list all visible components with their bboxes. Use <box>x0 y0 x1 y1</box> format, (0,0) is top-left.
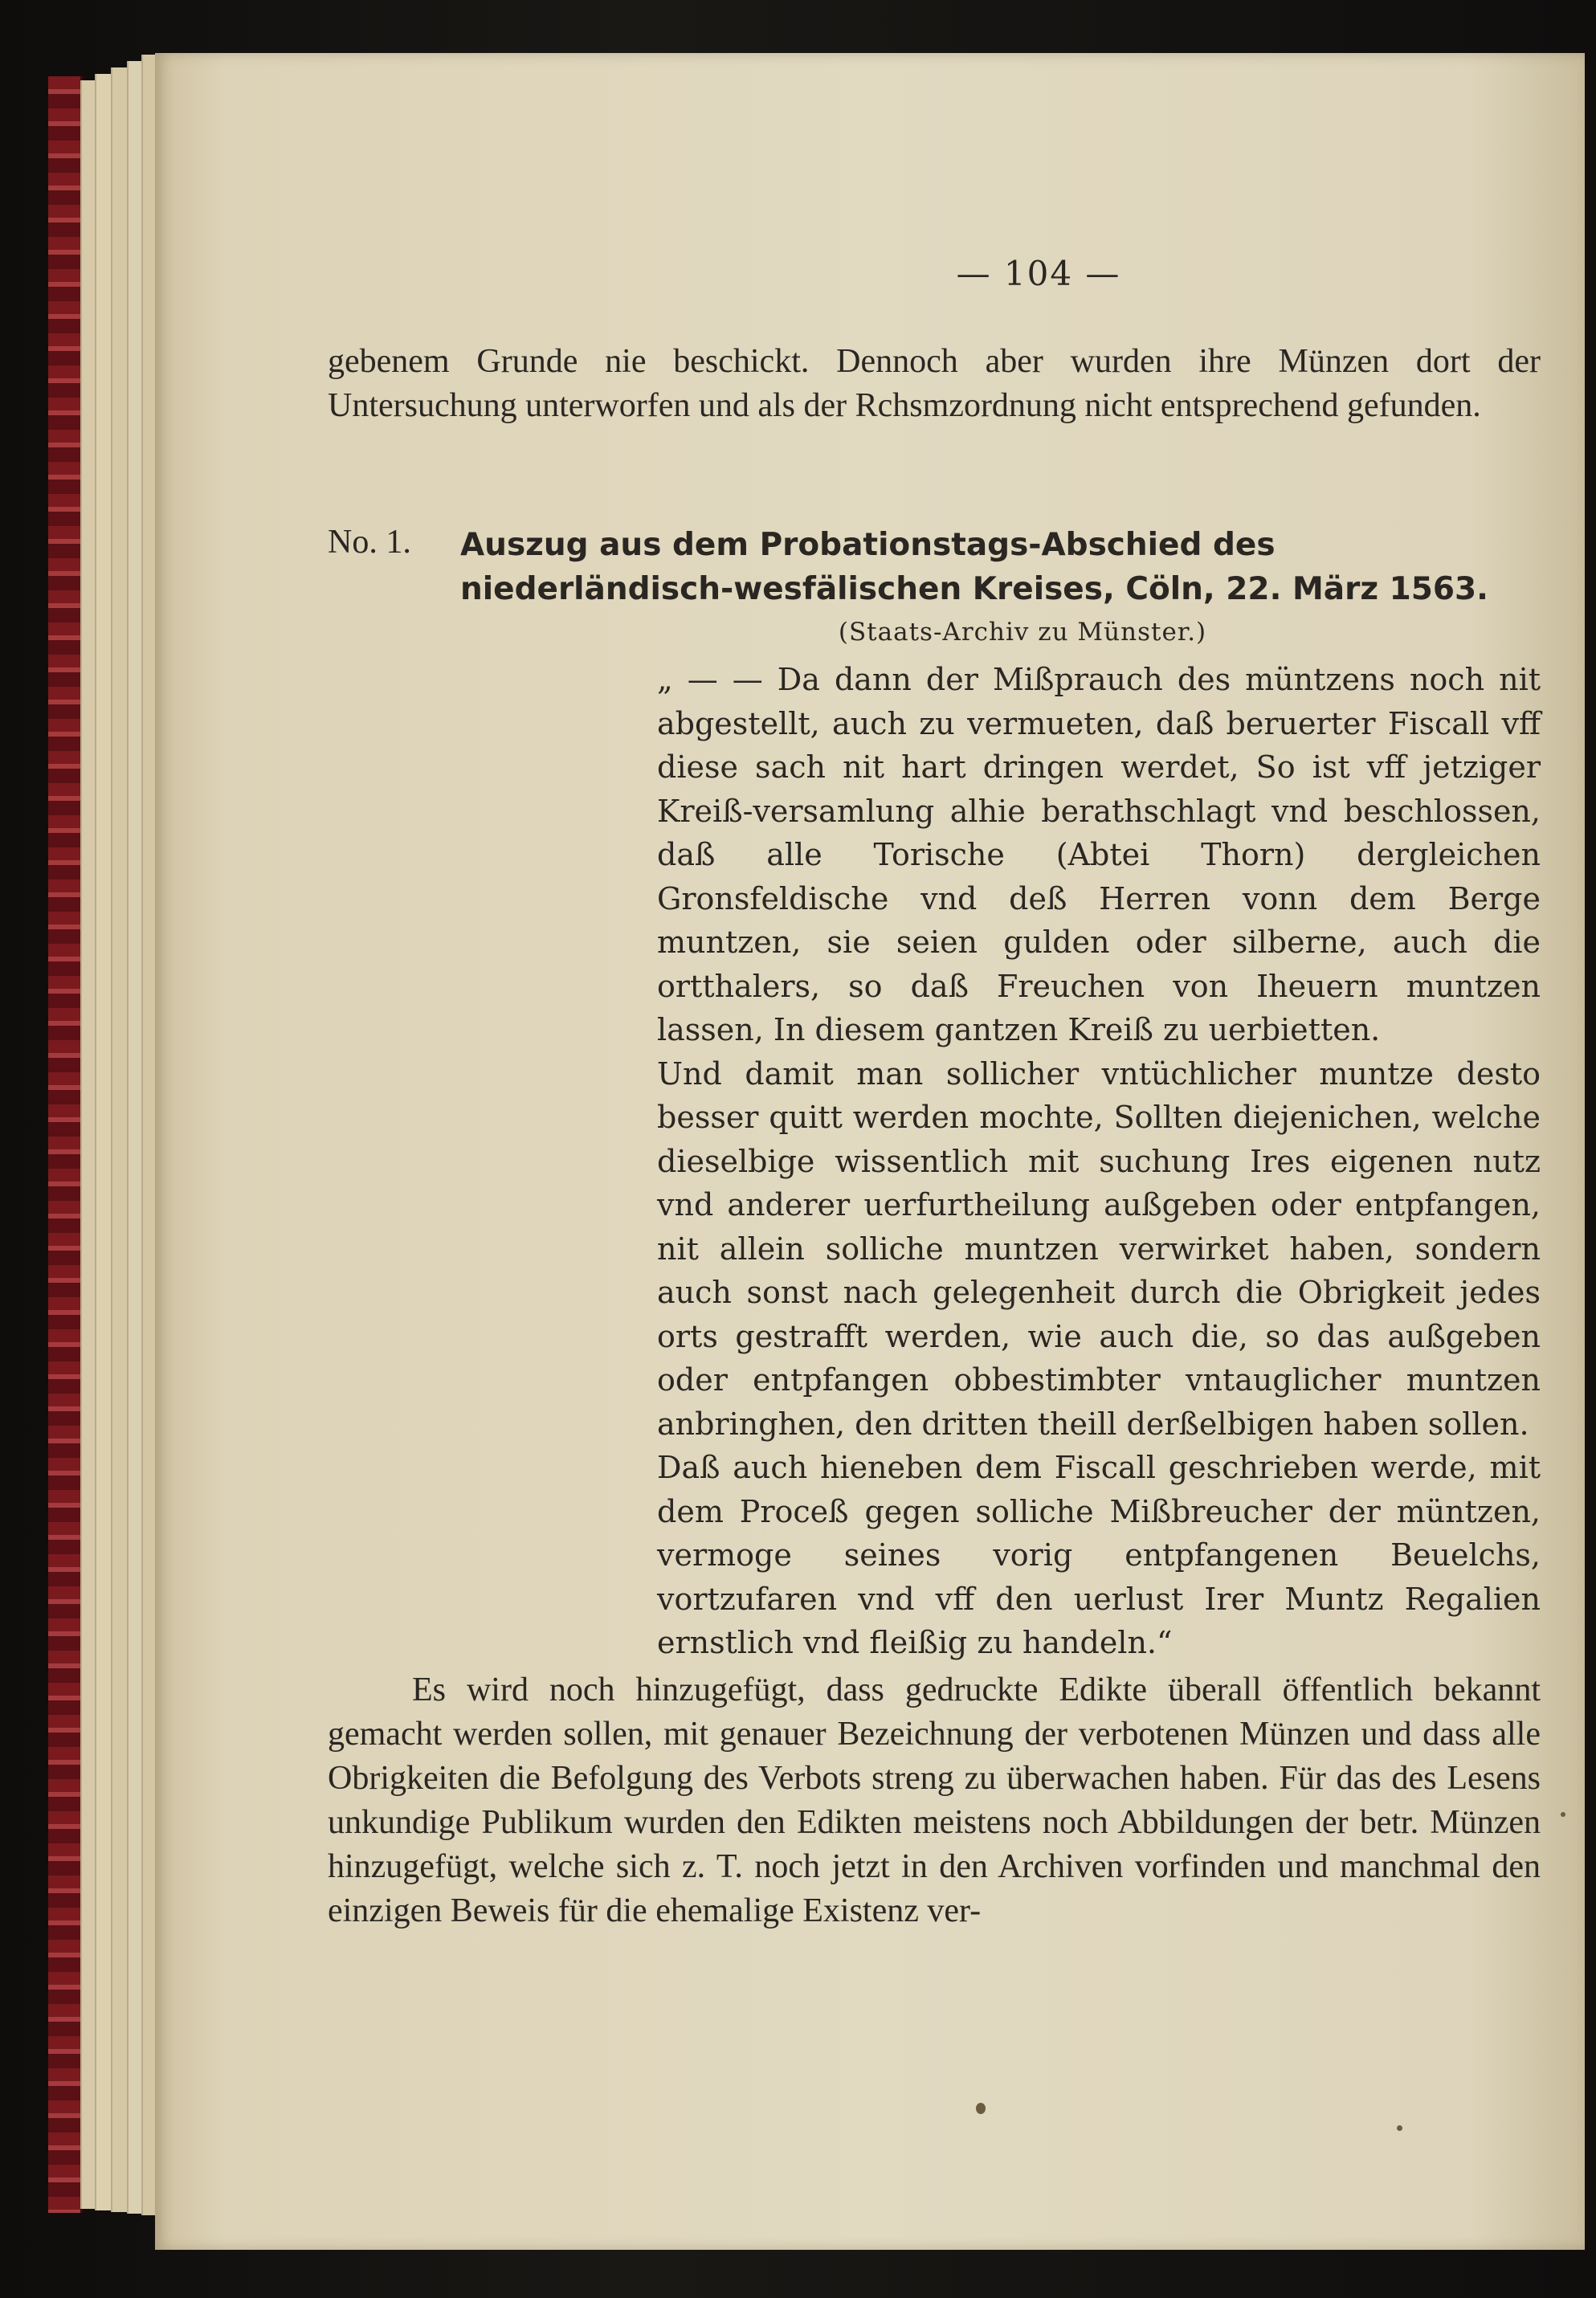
ink-spot <box>1561 1812 1565 1817</box>
intro-paragraph: gebenem Grunde nie beschickt. Dennoch aber wurden ihre Münzen dort der Untersuchung unterworfen und als der Rchsmzordnung nicht entsprechend gefunden. <box>328 343 1541 424</box>
book-page <box>155 53 1585 2250</box>
document-source: (Staats-Archiv zu Münster.) <box>838 618 1207 647</box>
closing-paragraph: Es wird noch hinzugefügt, dass gedruckte Edikte überall öffentlich bekannt gemacht werden sollen, mit genauer Bezeichnung der verbotenen Münzen und dass alle Obrigkeiten die Befolgung des Verbots streng zu überwachen haben. Für das des Lesens unkundige Publikum wurden den Edikten meistens noch Abbildungen der betr. Münzen hinzugefügt, welche sich z. T. noch jetzt in den Archiven vorfinden und manchmal den einzigen Beweis für die ehemalige Existenz ver- <box>328 1671 1541 1929</box>
document-block <box>328 523 1541 1665</box>
page-text-block <box>328 214 1541 1933</box>
document-number: No. 1. <box>328 524 411 561</box>
quote-paragraph: Daß auch hieneben dem Fiscall geschrieben werde, mit dem Proceß gegen solliche Mißbreucher der müntzen, vermoge seines vorig entpfangenen Beuelchs, vortzufaren vnd vff den uerlust Irer Muntz Regalien ernstlich vnd fleißig zu handeln.“ <box>657 1450 1541 1660</box>
quote-paragraph: Und damit man sollicher vntüchlicher muntze desto besser quitt werden mochte, Sollten diejenichen, welche dieselbige wissentlich mit suchung Ires eigenen nutz vnd anderer uerfurtheilung außgeben oder entpfangen, nit allein solliche muntzen verwirket haben, sondern auch sonst nach gelegenheit durch die Obrigkeit jedes orts gestrafft werden, wie auch die, so das außgeben oder entpfangen obbestimbter vntauglicher muntzen anbringhen, den dritten theill derßelbigen haben sollen. <box>657 1055 1541 1442</box>
quoted-passage <box>657 658 1541 1665</box>
book-cover-spine <box>48 76 83 2213</box>
page-number: — 104 — <box>956 254 1121 293</box>
quote-paragraph: „ — — Da dann der Mißprauch des müntzens noch nit abgestellt, auch zu vermueten, daß beruerter Fiscall vff diese sach nit hart dringen werdet, So ist vff jetziger Kreiß-versamlung alhie berathschlagt vnd beschlossen, daß alle Torische (Abtei Thorn) dergleichen Gronsfeldische vnd deß Herren vonn dem Berge muntzen, sie seien gulden oder silberne, auch die ortthalers, so daß Freuchen von Iheuern muntzen lassen, In diesem gantzen Kreiß zu uerbietten. <box>657 662 1541 1047</box>
ink-spot <box>1397 2125 1402 2131</box>
document-title: Auszug aus dem Probationstags-Abschied des niederländisch-wesfälischen Kreises, Cöln, 22. März 1563. <box>460 527 1488 607</box>
ink-spot <box>976 2103 986 2114</box>
